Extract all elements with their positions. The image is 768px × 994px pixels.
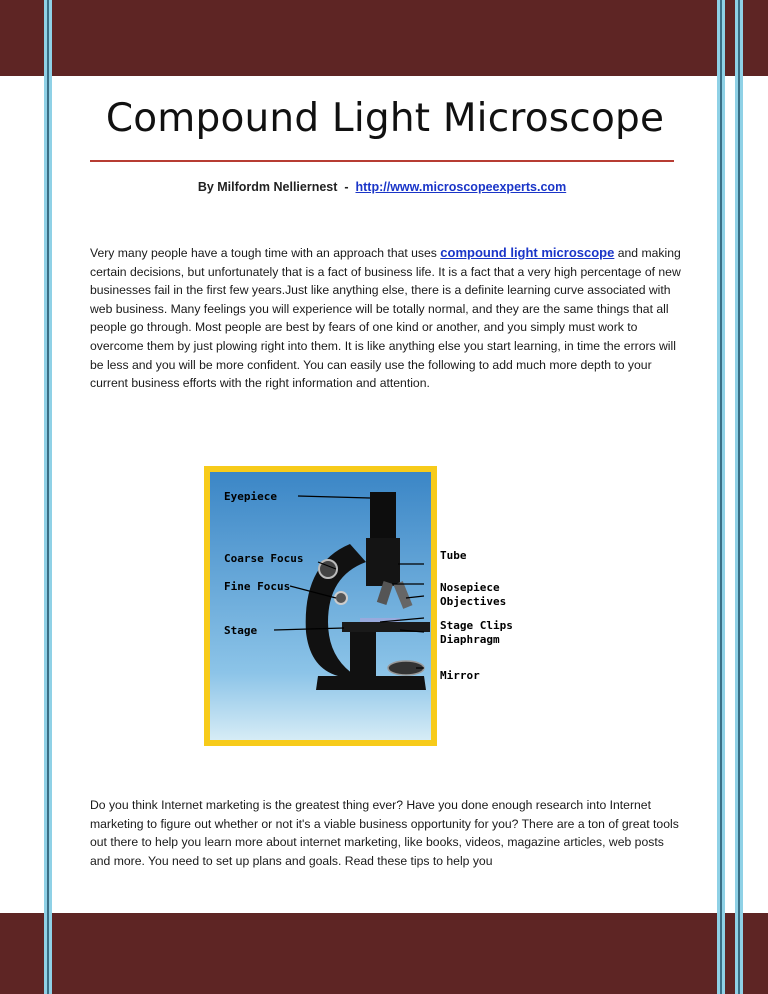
stage-shape xyxy=(342,622,430,632)
byline-author: By Milfordm Nelliernest - xyxy=(197,180,356,194)
base-shape xyxy=(316,676,426,690)
header-band xyxy=(0,0,768,76)
byline-url-link[interactable]: http://www.microscopeexperts.com xyxy=(355,180,567,194)
microscope-figure xyxy=(204,466,513,746)
left-stripe-inner xyxy=(49,0,52,994)
label-nosepiece: Nosepiece xyxy=(440,581,500,594)
intro-text-after: and making certain decisions, but unfortunately that is a fact of business life. It is a fact that a very high percentage of new businesses fail in the first few years.Just like anything else, there is a definite learning curve associated with web business. Many feelings you will experience will be totally normal, and they are the same things that all people go through. Most people are best by fears of one kind or another, and you simply must work to overcome them by just plowing right into them. It is like anything else you start learning, in time the errors will be less and you will be more confident. You can easily use the following to add much more depth to your current business efforts with the right information and attention. xyxy=(90,246,681,391)
microscope-diagram xyxy=(210,472,431,740)
right-stripe-c xyxy=(722,0,725,994)
second-paragraph: Do you think Internet marketing is the greatest thing ever? Have you done enough research into Internet marketing to figure out whether or not it's a viable business opportunity for you? There are a ton of great tools out there to help you learn more about internet marketing, like books, videos, magazine articles, web posts and more. You need to set up plans and goals. Read these tips to help you xyxy=(90,798,679,868)
intro-paragraph xyxy=(90,244,686,393)
intro-text-before: Very many people have a tough time with an approach that uses xyxy=(90,246,441,260)
byline xyxy=(90,180,674,194)
right-stripe-f xyxy=(740,0,743,994)
label-eyepiece: Eyepiece xyxy=(224,490,277,503)
page-title: Compound Light Microscope xyxy=(105,96,665,141)
label-stage: Stage xyxy=(224,624,258,637)
fine-focus-knob xyxy=(335,592,347,604)
coarse-focus-knob xyxy=(319,560,337,578)
pillar-shape xyxy=(350,632,376,676)
label-stage-clips: Stage Clips xyxy=(440,619,513,632)
label-mirror: Mirror xyxy=(440,669,480,682)
label-fine-focus: Fine Focus xyxy=(224,580,291,593)
eyepiece-shape xyxy=(370,492,396,542)
label-objectives: Objectives xyxy=(440,595,507,608)
label-diaphragm: Diaphragm xyxy=(440,633,500,646)
footer-band xyxy=(0,913,768,994)
label-coarse-focus: Coarse Focus xyxy=(224,552,304,565)
compound-microscope-link[interactable]: compound light microscope xyxy=(440,245,615,260)
tube-shape xyxy=(366,538,400,586)
label-tube-outer: Tube xyxy=(440,549,467,562)
document-body xyxy=(90,76,690,913)
title-underline xyxy=(90,160,674,162)
